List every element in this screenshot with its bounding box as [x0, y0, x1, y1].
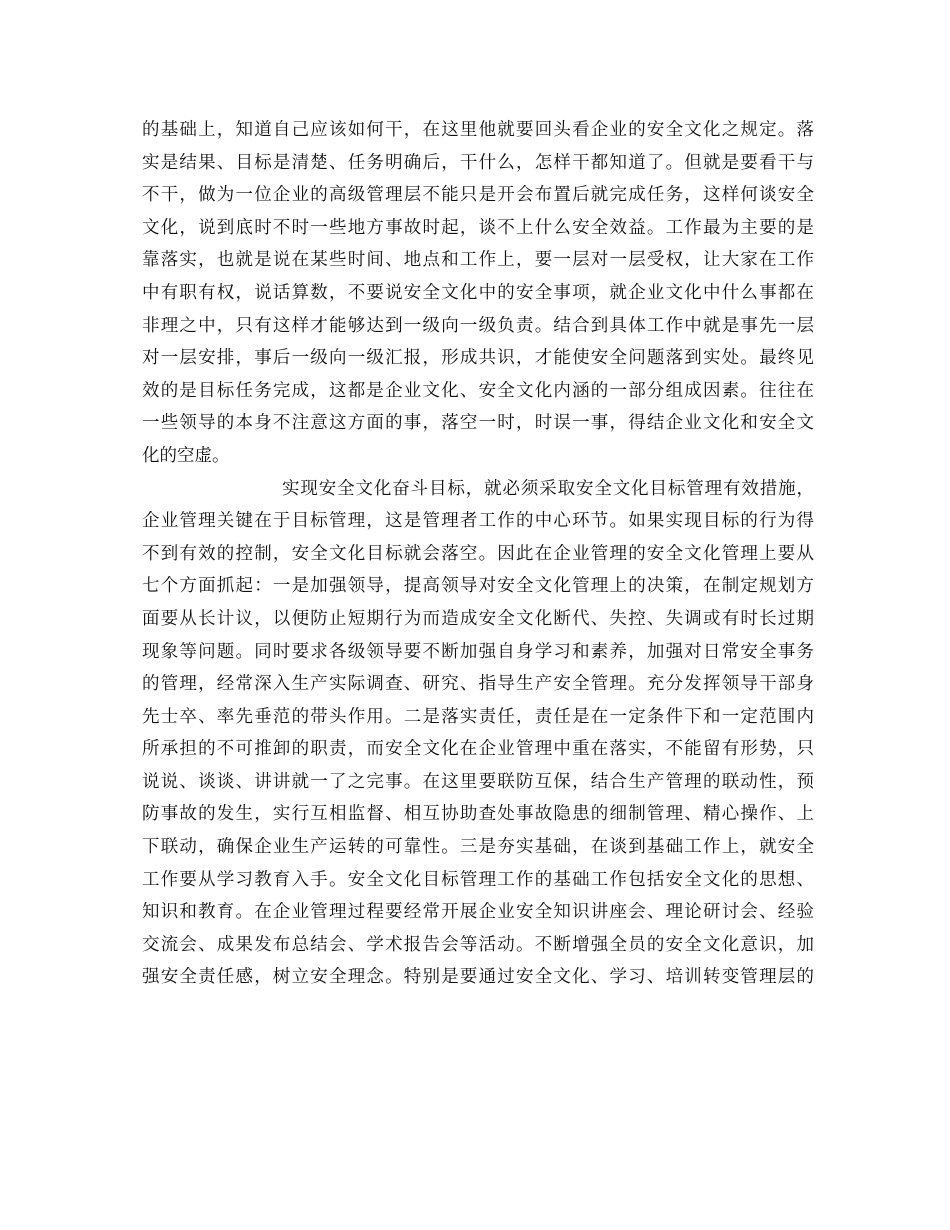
text-line: 先士卒、率先垂范的带头作用。二是落实责任，责任是在一定条件下和一定范围内	[142, 706, 814, 727]
text-line: 知识和教育。在企业管理过程要经常开展企业安全知识讲座会、理论研讨会、经验	[142, 902, 814, 923]
text-line: 一些领导的本身不注意这方面的事，落空一时，时误一事，得结企业文化和安全文	[142, 413, 814, 434]
text-line: 效的是目标任务完成，这都是企业文化、安全文化内涵的一部分组成因素。往往在	[142, 380, 814, 401]
text-line: 所承担的不可推卸的职责，而安全文化在企业管理中重在落实，不能留有形势，只	[142, 739, 814, 760]
text-line: 企业管理关键在于目标管理，这是管理者工作的中心环节。如果实现目标的行为得	[142, 511, 814, 532]
text-line: 不到有效的控制，安全文化目标就会落空。因此在企业管理的安全文化管理上要从	[142, 543, 814, 564]
text-line: 靠落实，也就是说在某些时间、地点和工作上，要一层对一层受权，让大家在工作	[142, 250, 814, 271]
text-line: 的基础上，知道自己应该如何干，在这里他就要回头看企业的安全文化之规定。落	[142, 120, 814, 140]
text-line: 下联动，确保企业生产运转的可靠性。三是夯实基础，在谈到基础工作上，就安全	[142, 837, 814, 858]
text-line: 不干，做为一位企业的高级管理层不能只是开会布置后就完成任务，这样何谈安全	[142, 185, 814, 206]
text-line: 交流会、成果发布总结会、学术报告会等活动。不断增强全员的安全文化意识，加	[142, 934, 814, 955]
text-line: 工作要从学习教育入手。安全文化目标管理工作的基础工作包括安全文化的思想、	[142, 869, 814, 890]
text-line: 化的空虚。	[142, 445, 230, 466]
body-text	[142, 114, 814, 994]
text-line: 强安全责任感，树立安全理念。特别是要通过安全文化、学习、培训转变管理层的	[142, 967, 814, 988]
text-line: 实现安全文化奋斗目标，就必须采取安全文化目标管理有效措施，	[282, 478, 814, 499]
text-line: 现象等问题。同时要求各级领导要不断加强自身学习和素养，加强对日常安全事务	[142, 641, 814, 662]
text-line: 防事故的发生，实行互相监督、相互协助查处事故隐患的细制管理、精心操作、上	[142, 804, 814, 825]
text-line: 文化，说到底时不时一些地方事故时起，谈不上什么安全效益。工作最为主要的是	[142, 217, 814, 238]
text-line: 的管理，经常深入生产实际调查、研究、指导生产安全管理。充分发挥领导干部身	[142, 674, 814, 695]
text-line: 面要从长计议，以便防止短期行为而造成安全文化断代、失控、失调或有时长过期	[142, 608, 814, 629]
text-line: 对一层安排，事后一级向一级汇报，形成共识，才能使安全问题落到实处。最终见	[142, 348, 814, 369]
text-line: 实是结果、目标是清楚、任务明确后，干什么，怎样干都知道了。但就是要看干与	[142, 152, 814, 173]
text-line: 非理之中，只有这样才能够达到一级向一级负责。结合到具体工作中就是事先一层	[142, 315, 814, 336]
text-line: 七个方面抓起：一是加强领导，提高领导对安全文化管理上的决策，在制定规划方	[142, 576, 814, 597]
text-line: 说说、谈谈、讲讲就一了之完事。在这里要联防互保，结合生产管理的联动性，预	[142, 771, 814, 792]
paragraph-1	[142, 114, 814, 473]
text-line: 中有职有权，说话算数，不要说安全文化中的安全事项，就企业文化中什么事都在	[142, 282, 814, 303]
paragraph-2	[142, 473, 814, 995]
